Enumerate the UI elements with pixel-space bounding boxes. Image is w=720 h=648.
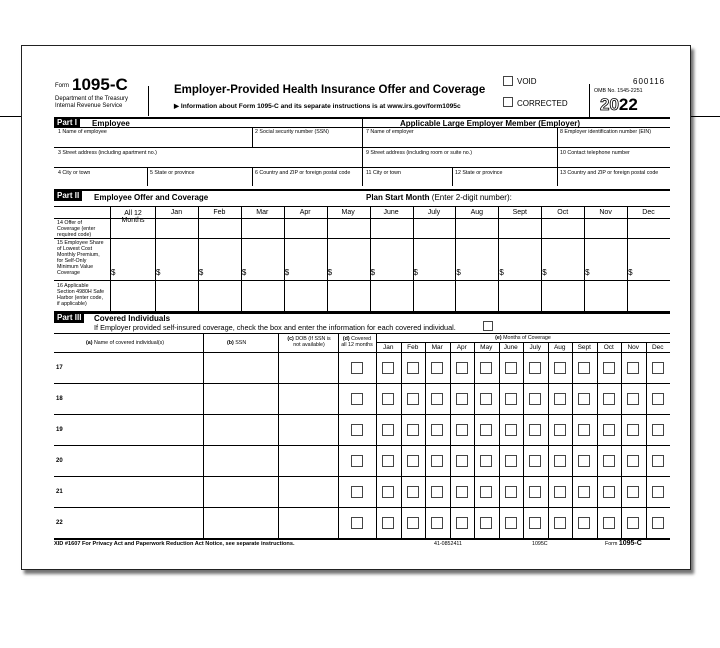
part3-month-header: Aug [553, 344, 566, 351]
col-d-header [338, 336, 376, 348]
part2-label: Part II [54, 191, 82, 201]
part3-month-header: Jan [383, 344, 394, 351]
covered-month-checkbox[interactable] [407, 424, 419, 436]
row-16-line: Harbor (enter code, [57, 295, 103, 301]
info-line [174, 103, 461, 111]
form-number: 1095-C [72, 75, 128, 94]
row-15-line: of Lowest Cost [57, 246, 93, 252]
covered-month-checkbox[interactable] [554, 517, 566, 529]
part3-month-header: Sept [577, 344, 591, 351]
dollar-sign: $ [156, 268, 161, 277]
covered-month-checkbox[interactable] [652, 517, 664, 529]
part1-employee-title: Employee [92, 119, 130, 128]
field-3-label: 3 Street address (including apartment no.) [58, 150, 157, 156]
covered-all-12-checkbox[interactable] [351, 362, 363, 374]
dollar-sign: $ [284, 268, 290, 277]
covered-month-checkbox[interactable] [382, 517, 394, 529]
field-divider [452, 167, 453, 186]
col-e-letter: (e) [495, 335, 502, 341]
covered-month-checkbox[interactable] [627, 486, 639, 498]
row-14-line: Coverage (enter [57, 226, 96, 232]
covered-month-checkbox[interactable] [529, 486, 541, 498]
row-15-line: Monthly Premium, [57, 252, 100, 258]
field-9-label: 9 Street address (including room or suite no.) [366, 150, 472, 156]
footer-top-rule [54, 538, 670, 540]
col-a-text: Name of covered individual(s) [93, 340, 165, 346]
covered-month-checkbox[interactable] [578, 455, 590, 467]
row-15-label [57, 240, 104, 276]
month-col-divider [621, 342, 622, 538]
covered-month-checkbox[interactable] [603, 424, 615, 436]
covered-month-checkbox[interactable] [480, 393, 492, 405]
covered-month-checkbox[interactable] [456, 455, 468, 467]
col-a-header [86, 340, 164, 346]
omb-number: OMB No. 1545-2251 [594, 88, 643, 94]
part2-month-divider [241, 206, 242, 311]
covered-month-checkbox[interactable] [382, 424, 394, 436]
dollar-sign: $ [327, 268, 333, 277]
row-14-line: 14 Offer of [57, 220, 82, 226]
part2-month-divider [327, 206, 328, 311]
covered-month-checkbox[interactable] [578, 517, 590, 529]
col-e-header [376, 335, 670, 341]
covered-row-number: 18 [56, 395, 63, 402]
covered-month-checkbox[interactable] [578, 486, 590, 498]
col-b-letter: (b) [227, 340, 234, 346]
field-10-label: 10 Contact telephone number [560, 150, 630, 156]
part2-all12-divider [155, 206, 156, 311]
part2-top-rule [54, 189, 670, 191]
tax-year [600, 96, 638, 114]
covered-month-checkbox[interactable] [480, 362, 492, 374]
header-divider-2 [589, 84, 590, 117]
covered-month-checkbox[interactable] [529, 455, 541, 467]
covered-month-checkbox[interactable] [431, 517, 443, 529]
covered-row-number: 19 [56, 426, 63, 433]
field-1-label: 1 Name of employee [58, 129, 107, 135]
part3-month-header: Apr [456, 344, 467, 351]
dollar-sign: $ [413, 268, 418, 277]
row-15-rule [54, 280, 670, 281]
covered-row-rule [54, 507, 670, 508]
col-d-line: Covered [351, 336, 372, 342]
dollar-sign: $ [111, 268, 116, 277]
covered-month-checkbox[interactable] [603, 517, 615, 529]
covered-month-checkbox[interactable] [382, 362, 394, 374]
covered-month-checkbox[interactable] [652, 424, 664, 436]
field-divider [557, 127, 558, 147]
covered-month-checkbox[interactable] [627, 362, 639, 374]
row-14-label [57, 220, 95, 238]
covered-month-checkbox[interactable] [578, 393, 590, 405]
covered-month-checkbox[interactable] [480, 486, 492, 498]
part2-month-header: Nov [599, 209, 612, 216]
covered-month-checkbox[interactable] [554, 393, 566, 405]
header-divider-1 [148, 86, 149, 116]
dollar-sign: $ [370, 268, 376, 277]
field-6-label: 6 Country and ZIP or foreign postal code [255, 170, 351, 176]
covered-month-checkbox[interactable] [554, 424, 566, 436]
void-checkbox[interactable] [503, 76, 513, 86]
covered-row-rule [54, 476, 670, 477]
part2-month-divider [413, 206, 414, 311]
part3-month-header: Mar [431, 344, 443, 351]
covered-month-checkbox[interactable] [603, 362, 615, 374]
covered-month-checkbox[interactable] [554, 455, 566, 467]
form-1095c-sheet [21, 45, 691, 570]
covered-month-checkbox[interactable] [627, 517, 639, 529]
part2-month-header: May [341, 209, 355, 216]
covered-month-checkbox[interactable] [529, 517, 541, 529]
dollar-sign: $ [499, 268, 504, 277]
field-divider [252, 127, 253, 147]
footer-form-word: Form [605, 541, 618, 547]
month-col-divider [597, 342, 598, 538]
dollar-sign: $ [456, 268, 461, 277]
corrected-label: CORRECTED [517, 99, 568, 108]
plan-start-bold: Plan Start Month [366, 193, 430, 202]
covered-month-checkbox[interactable] [627, 393, 639, 405]
part1-employer-title: Applicable Large Employer Member (Employer) [400, 119, 581, 128]
field-5-label: 5 State or province [150, 170, 195, 176]
covered-row-number: 17 [56, 364, 63, 371]
covered-month-checkbox[interactable] [652, 455, 664, 467]
part2-month-divider [284, 206, 285, 311]
covered-month-checkbox[interactable] [505, 455, 517, 467]
row-15-line: 15 Employee Share [57, 240, 104, 246]
covered-month-checkbox[interactable] [554, 362, 566, 374]
covered-month-checkbox[interactable] [578, 424, 590, 436]
covered-month-checkbox[interactable] [456, 486, 468, 498]
form-code: 600116 [633, 77, 666, 86]
field-divider [557, 167, 558, 186]
self-insured-checkbox[interactable] [483, 321, 493, 331]
part2-month-header: June [383, 209, 399, 216]
part1-label: Part I [54, 118, 80, 128]
month-col-divider [499, 342, 500, 538]
part3-month-header: Dec [651, 344, 664, 351]
part2-month-divider [584, 206, 585, 311]
row-rule [54, 147, 670, 148]
part3-month-header: Nov [627, 344, 640, 351]
covered-month-checkbox[interactable] [505, 486, 517, 498]
all-12-months-header: All 12 Months [121, 210, 145, 224]
footer-form [605, 541, 642, 547]
covered-month-checkbox[interactable] [407, 517, 419, 529]
part2-month-divider [627, 206, 628, 311]
covered-month-checkbox[interactable] [382, 486, 394, 498]
row-15-line: for Self-Only [57, 258, 87, 264]
row-16-line: Section 4980H Safe [57, 289, 105, 295]
form-word: Form [55, 83, 69, 89]
covered-row-number: 20 [56, 457, 63, 464]
field-divider [147, 167, 148, 186]
covered-month-checkbox[interactable] [652, 393, 664, 405]
field-11-label: 11 City or town [366, 170, 401, 176]
month-col-divider [401, 342, 402, 538]
row-15-line: Coverage [57, 270, 80, 276]
covered-row-rule [54, 445, 670, 446]
footer-form-code: 1095C [532, 541, 548, 547]
part1-center-divider-lower [362, 167, 363, 186]
dollar-sign: $ [542, 268, 547, 277]
part2-month-header: Jan [170, 209, 183, 216]
info-text: Information about Form 1095-C and its separate instructions is at www.irs.gov/form1095c [180, 103, 461, 110]
col-b-text: SSN [235, 340, 247, 346]
col-e-text: Months of Coverage [503, 335, 551, 341]
footer-form-number: 1095-C [618, 540, 642, 547]
part3-label: Part III [54, 313, 84, 323]
part2-month-divider [498, 206, 499, 311]
part3-month-header: June [503, 344, 518, 351]
covered-month-checkbox[interactable] [431, 486, 443, 498]
fold-line-right [691, 116, 720, 117]
covered-month-checkbox[interactable] [627, 424, 639, 436]
covered-month-checkbox[interactable] [652, 362, 664, 374]
field-4-label: 4 City or town [58, 170, 91, 176]
covered-month-checkbox[interactable] [407, 455, 419, 467]
col-c-line: not available) [293, 342, 325, 348]
part2-header-rule [54, 206, 670, 207]
field-2-label: 2 Social security number (SSN) [255, 129, 329, 135]
plan-start-input[interactable] [515, 192, 527, 202]
row-16-line: if applicable) [57, 301, 87, 307]
part3-month-header: Feb [407, 344, 419, 351]
row-16-label [57, 283, 104, 307]
covered-row-rule [54, 414, 670, 415]
footer-cat-number: 41-0852411 [434, 541, 462, 547]
col-b-header [227, 340, 246, 346]
month-col-divider [523, 342, 524, 538]
part3-month-header: Oct [603, 344, 614, 351]
covered-month-checkbox[interactable] [480, 455, 492, 467]
dollar-sign: $ [241, 268, 247, 277]
covered-row-rule [54, 383, 670, 384]
covered-row-number: 21 [56, 488, 63, 495]
plan-start-rest: (Enter 2-digit number): [431, 193, 512, 202]
covered-all-12-checkbox[interactable] [351, 517, 363, 529]
part2-month-header: Feb [213, 209, 226, 216]
fold-line-left [0, 116, 21, 117]
col-d-line: all 12 months [341, 342, 373, 348]
month-col-divider [646, 342, 647, 538]
part2-month-divider [370, 206, 371, 311]
row-15-line: Minimum Value [57, 264, 94, 270]
corrected-checkbox[interactable] [503, 97, 513, 107]
plan-start-month [366, 193, 512, 202]
part2-month-header: Aug [470, 209, 484, 216]
part3-month-header: May [480, 344, 493, 351]
covered-all-12-checkbox[interactable] [351, 424, 363, 436]
covered-month-checkbox[interactable] [431, 393, 443, 405]
part2-month-header: Mar [256, 209, 269, 216]
col-c-letter: (c) [287, 336, 294, 342]
irs-name: Internal Revenue Service [55, 103, 123, 109]
dollar-sign: $ [585, 268, 590, 277]
row-14-line: required code) [57, 232, 92, 238]
col-c-header [280, 336, 338, 348]
month-col-divider [572, 342, 573, 538]
col-c-line: DOB (If SSN is [295, 336, 331, 342]
covered-month-checkbox[interactable] [456, 424, 468, 436]
field-13-label: 13 Country and ZIP or foreign postal code [560, 170, 659, 176]
covered-month-checkbox[interactable] [456, 393, 468, 405]
covered-month-checkbox[interactable] [652, 486, 664, 498]
covered-month-checkbox[interactable] [431, 362, 443, 374]
col-d-letter: (d) [342, 336, 350, 342]
row-16-line: 16 Applicable [57, 283, 89, 289]
form-title: Employer-Provided Health Insurance Offer and Coverage [174, 84, 486, 96]
covered-month-checkbox[interactable] [407, 393, 419, 405]
month-col-divider [474, 342, 475, 538]
self-insured-note: If Employer provided self-insured coverage, check the box and enter the information for each covered individual. [94, 323, 456, 332]
covered-month-checkbox[interactable] [431, 455, 443, 467]
part2-month-divider [198, 206, 199, 311]
part2-month-header: Apr [299, 209, 311, 216]
year-bold: 22 [618, 95, 638, 114]
covered-month-checkbox[interactable] [382, 455, 394, 467]
covered-month-checkbox[interactable] [529, 424, 541, 436]
part2-title: Employee Offer and Coverage [94, 193, 209, 202]
covered-month-checkbox[interactable] [382, 393, 394, 405]
part3-col-header-rule [54, 352, 670, 353]
covered-month-checkbox[interactable] [627, 455, 639, 467]
covered-month-checkbox[interactable] [431, 424, 443, 436]
covered-month-checkbox[interactable] [505, 362, 517, 374]
covered-month-checkbox[interactable] [529, 362, 541, 374]
month-col-divider [450, 342, 451, 538]
covered-month-checkbox[interactable] [480, 517, 492, 529]
part2-month-divider [455, 206, 456, 311]
covered-month-checkbox[interactable] [554, 486, 566, 498]
part2-month-header: Oct [557, 209, 569, 216]
part3-month-header: July [529, 344, 542, 351]
covered-month-checkbox[interactable] [505, 517, 517, 529]
department-treasury: Department of the Treasury [55, 96, 129, 102]
field-7-label: 7 Name of employer [366, 129, 414, 135]
covered-month-checkbox[interactable] [456, 517, 468, 529]
part2-month-divider [541, 206, 542, 311]
part2-month-header: July [427, 209, 441, 216]
row-14-rule [54, 238, 670, 239]
covered-row-number: 22 [56, 519, 63, 526]
dollar-sign: $ [628, 268, 633, 277]
field-8-label: 8 Employer identification number (EIN) [560, 129, 651, 135]
covered-all-12-checkbox[interactable] [351, 393, 363, 405]
part2-label-divider [110, 206, 111, 311]
footer-notice: XID #1607 For Privacy Act and Paperwork Reduction Act Notice, see separate instructions. [54, 541, 295, 547]
month-col-divider [425, 342, 426, 538]
covered-all-12-checkbox[interactable] [351, 486, 363, 498]
covered-month-checkbox[interactable] [456, 362, 468, 374]
col-a-letter: (a) [86, 340, 93, 346]
void-label: VOID [517, 77, 537, 86]
covered-month-checkbox[interactable] [578, 362, 590, 374]
covered-all-12-checkbox[interactable] [351, 455, 363, 467]
field-divider [557, 147, 558, 167]
month-col-divider [548, 342, 549, 538]
part2-month-header: Dec [642, 209, 655, 216]
covered-month-checkbox[interactable] [603, 393, 615, 405]
year-outline: 20 [600, 95, 619, 114]
field-12-label: 12 State or province [455, 170, 503, 176]
covered-month-checkbox[interactable] [407, 486, 419, 498]
dollar-sign: $ [198, 268, 204, 277]
covered-month-checkbox[interactable] [505, 393, 517, 405]
covered-month-checkbox[interactable] [603, 486, 615, 498]
arrow-right-icon: ▶ [174, 103, 180, 110]
covered-month-checkbox[interactable] [505, 424, 517, 436]
field-divider [252, 167, 253, 186]
covered-month-checkbox[interactable] [407, 362, 419, 374]
part3-header-rule [54, 333, 670, 334]
covered-month-checkbox[interactable] [480, 424, 492, 436]
covered-month-checkbox[interactable] [603, 455, 615, 467]
covered-month-checkbox[interactable] [529, 393, 541, 405]
part3-title: Covered Individuals [94, 314, 171, 323]
part2-month-header: Sept [512, 209, 527, 216]
part2-month-rule [54, 218, 670, 219]
